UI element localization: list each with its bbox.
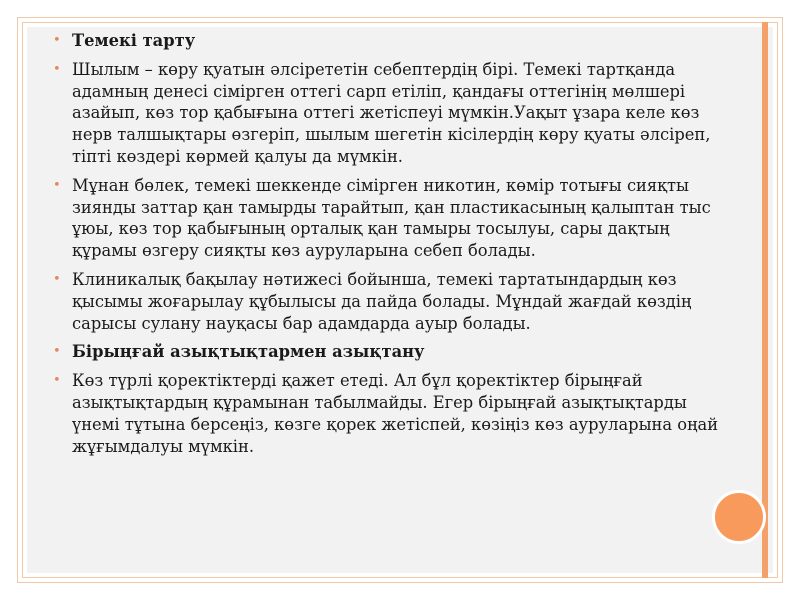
accent-bar — [762, 22, 768, 578]
heading-monotonous-diet: Бірыңғай азықтықтармен азықтану — [72, 342, 425, 362]
heading-smoking: Темекі тарту — [72, 31, 196, 50]
accent-circle — [712, 490, 766, 544]
bullet-list — [52, 30, 722, 457]
paragraph-text: Клиникалық бақылау нәтижесі бойынша, темекі тартатындардың көз қысымы жоғарылау құбылысы да пайда болады. Мұндай жағдай көздің сарысы сулану науқасы бар адамдарда ауыр болады. — [72, 269, 692, 333]
list-item — [52, 30, 722, 52]
list-item — [52, 269, 722, 334]
list-item — [52, 370, 722, 457]
paragraph-text: Шылым – көру қуатын әлсірететін себептердің бірі. Темекі тартқанда адамның денесі сімірген оттегі сарп етіліп, қандағы оттегінің мөлшері азайып, көз тор қабығына оттегі жетіспеуі мүмкін.Уақыт ұзара келе көз нерв талшықтары өзгеріп, шылым шегетін кісілердің көру қуаты әлсіреп, тіпті көздері көрмей қалуы да мүмкін. — [72, 59, 711, 166]
bullet-icon: • — [53, 344, 61, 360]
list-item — [52, 59, 722, 168]
bullet-icon: • — [53, 373, 61, 389]
paragraph-text: Мұнан бөлек, темекі шеккенде сімірген никотин, көмір тотығы сияқты зиянды заттар қан тамырды тарайтып, қан пластикасының қалыптан тыс ұюы, көз тор қабығының орталық қан тамыры тосылуы, сары дақтың құрамы өзгеру сияқты көз ауруларына себеп болады. — [72, 175, 711, 261]
paragraph-text: Көз түрлі қоректіктерді қажет етеді. Ал бұл қоректіктер бірыңғай азықтықтардың құрамынан табылмайды. Егер бірыңғай азықтықтарды үнемі тұтына берсеңіз, көзге қорек жетіспей, көзіңіз көз ауруларына оңай жұғымдалуы мүмкін. — [72, 371, 719, 456]
bullet-icon: • — [53, 177, 61, 193]
bullet-icon: • — [53, 33, 61, 48]
list-item — [52, 175, 722, 262]
slide-body — [52, 30, 722, 464]
list-item — [52, 341, 722, 363]
bullet-icon: • — [53, 271, 61, 287]
bullet-icon: • — [53, 61, 61, 77]
